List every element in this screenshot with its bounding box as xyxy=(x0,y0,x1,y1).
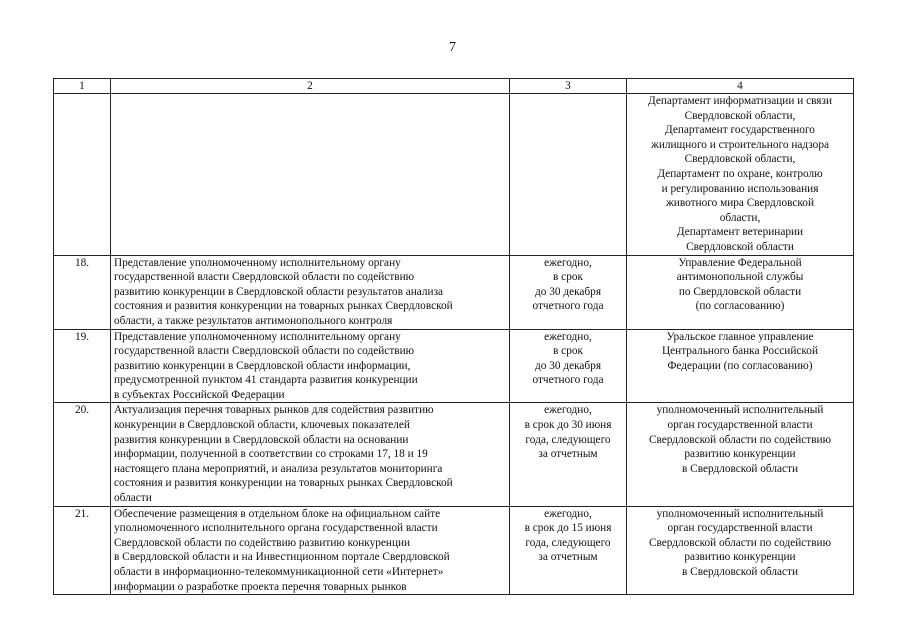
resp-line: жилищного и строительного надзора xyxy=(651,138,829,151)
resp-line: в Свердловской области xyxy=(682,566,798,578)
cell-resp xyxy=(627,255,854,329)
cell-desc xyxy=(111,94,510,256)
desc-line: состояния и развития конкуренции на товарных рынках Свердловской xyxy=(114,477,453,490)
desc-line: государственной власти Свердловской области по содействию xyxy=(114,345,415,358)
cell-resp xyxy=(627,329,854,403)
desc-line: конкуренции в Свердловской области, ключевых показателей xyxy=(114,419,410,432)
cell-desc xyxy=(111,329,510,403)
cell-term xyxy=(510,94,627,256)
cell-resp xyxy=(627,403,854,506)
page-number: 7 xyxy=(449,40,456,55)
resp-line: и регулированию использования xyxy=(661,182,819,195)
desc-line: Представление уполномоченному исполнительному органу xyxy=(114,256,401,269)
measures-table xyxy=(53,78,854,595)
resp-line: по Свердловской области xyxy=(678,285,802,298)
term-line: в срок xyxy=(553,345,583,358)
term-line: ежегодно, xyxy=(544,256,592,269)
term-line: в срок xyxy=(553,271,583,284)
desc-line: Обеспечение размещения в отдельном блоке на официальном сайте xyxy=(114,507,441,520)
desc-line: предусмотренной пунктом 41 стандарта развития конкуренции xyxy=(114,374,418,387)
resp-line: в Свердловской области xyxy=(682,462,798,475)
cell-num: 20. xyxy=(54,403,111,506)
resp-line: области, xyxy=(719,211,761,224)
term-line: в срок до 30 июня xyxy=(524,419,612,432)
resp-line: антимонопольной службы xyxy=(676,271,804,284)
table-row-18 xyxy=(54,255,854,329)
desc-line: развитию конкуренции в Свердловской области результатов анализа xyxy=(114,285,444,298)
desc-line: государственной власти Свердловской области по содействию xyxy=(114,271,415,284)
table-row-19 xyxy=(54,329,854,403)
cell-term xyxy=(510,403,627,506)
desc-line: настоящего плана мероприятий, и анализа результатов мониторинга xyxy=(114,462,443,475)
resp-line: Уральское главное управление xyxy=(666,330,814,343)
resp-line: орган государственной власти xyxy=(667,522,813,535)
cell-num xyxy=(54,94,111,256)
resp-line: Федерации (по согласованию) xyxy=(667,359,813,372)
resp-line: Свердловской области, xyxy=(684,109,796,122)
resp-line: Свердловской области по содействию xyxy=(648,536,832,549)
cell-desc xyxy=(111,403,510,506)
resp-line: Центрального банка Российской xyxy=(662,345,818,358)
desc-line: Актуализация перечня товарных рынков для содействия развитию xyxy=(114,404,434,417)
resp-line: Департамент государственного xyxy=(665,124,815,137)
resp-line: Управление Федеральной xyxy=(678,256,802,269)
cell-desc xyxy=(111,255,510,329)
desc-line: развития конкуренции в Свердловской области на основании xyxy=(114,433,409,446)
resp-line: животного мира Свердловской xyxy=(666,197,814,210)
cell-term xyxy=(510,329,627,403)
desc-line: области, а также результатов антимонопольного контроля xyxy=(114,314,393,327)
desc-line: состояния и развития конкуренции на товарных рынках Свердловской xyxy=(114,300,453,313)
resp-line: Свердловской области по содействию xyxy=(648,433,832,446)
table-row-21 xyxy=(54,506,854,595)
term-line: ежегодно, xyxy=(544,404,592,417)
header-col-3: 3 xyxy=(510,79,627,94)
cell-num: 19. xyxy=(54,329,111,403)
desc-line: в субъектах Российской Федерации xyxy=(114,388,285,401)
cell-term xyxy=(510,255,627,329)
cell-resp xyxy=(627,506,854,595)
desc-line: области в информационно-телекоммуникационной сети «Интернет» xyxy=(114,566,444,578)
cell-resp xyxy=(627,94,854,256)
desc-line: Свердловской области по содействию развитию конкуренции xyxy=(114,536,411,549)
desc-line: уполномоченного исполнительного органа государственной власти xyxy=(114,522,438,535)
resp-line: развитию конкуренции xyxy=(684,448,796,461)
desc-line: развитию конкуренции в Свердловской области информации, xyxy=(114,359,411,372)
resp-line: Департамент информатизации и связи xyxy=(648,95,832,107)
resp-line: уполномоченный исполнительный xyxy=(656,404,824,417)
term-line: отчетного года xyxy=(532,374,604,387)
header-col-2: 2 xyxy=(111,79,510,94)
cell-num: 21. xyxy=(54,506,111,595)
cell-num: 18. xyxy=(54,255,111,329)
term-line: года, следующего xyxy=(525,433,611,446)
resp-line: Департамент по охране, контролю xyxy=(657,167,823,180)
resp-line: Департамент ветеринарии xyxy=(676,226,804,239)
table-row-continuation xyxy=(54,94,854,256)
term-line: ежегодно, xyxy=(544,507,592,520)
cell-desc xyxy=(111,506,510,595)
desc-line: информации, полученной в соответствии со строками 17, 18 и 19 xyxy=(114,448,428,461)
desc-line: Представление уполномоченному исполнительному органу xyxy=(114,330,401,343)
term-line: ежегодно, xyxy=(544,330,592,343)
term-line: до 30 декабря xyxy=(534,359,602,372)
resp-line: орган государственной власти xyxy=(667,419,813,432)
desc-line: информации о разработке проекта перечня товарных рынков xyxy=(114,580,407,593)
resp-line: (по согласованию) xyxy=(695,300,785,313)
resp-line: уполномоченный исполнительный xyxy=(656,507,824,520)
term-line: за отчетным xyxy=(538,448,598,461)
term-line: в срок до 15 июня xyxy=(524,522,612,535)
table-row-20 xyxy=(54,403,854,506)
term-line: года, следующего xyxy=(525,536,611,549)
term-line: до 30 декабря xyxy=(534,285,602,298)
term-line: за отчетным xyxy=(538,551,598,564)
resp-line: развитию конкуренции xyxy=(684,551,796,564)
table-header-row xyxy=(54,79,854,94)
resp-line: Свердловской области, xyxy=(684,153,796,166)
term-line: отчетного года xyxy=(532,300,604,313)
cell-term xyxy=(510,506,627,595)
header-col-4: 4 xyxy=(627,79,854,94)
header-col-1: 1 xyxy=(54,79,111,94)
desc-line: области xyxy=(114,492,152,505)
resp-line: Свердловской области xyxy=(686,240,794,253)
desc-line: в Свердловской области и на Инвестиционном портале Свердловской xyxy=(114,551,450,564)
